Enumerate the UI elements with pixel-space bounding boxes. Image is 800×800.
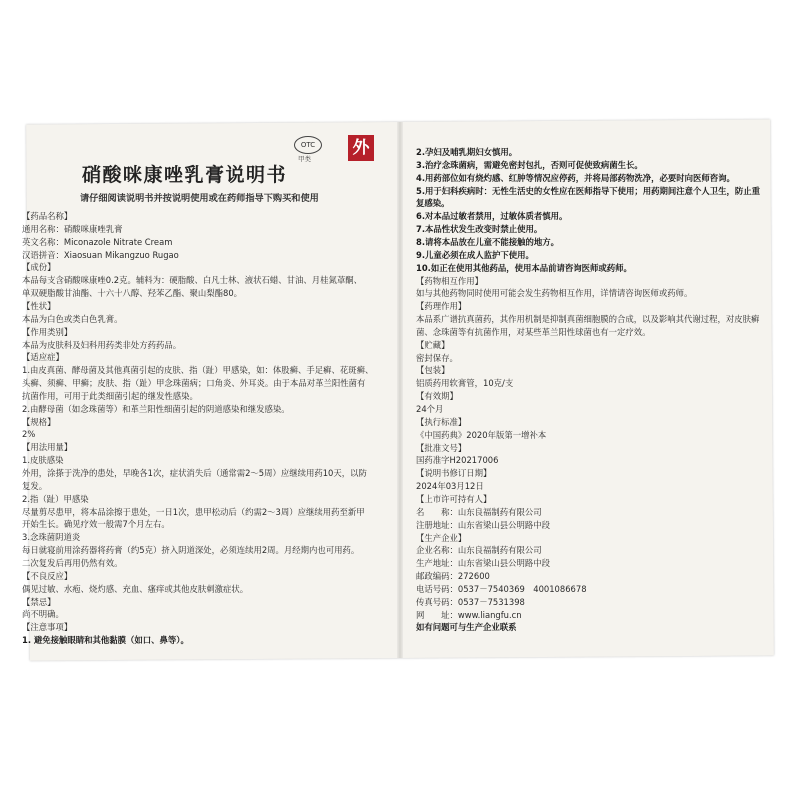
text-line: 4.用药部位如有烧灼感、红肿等情况应停药，并将局部药物洗净，必要时向医师咨询。: [416, 172, 735, 183]
section-heading: 【药品名称】: [22, 211, 73, 221]
text-line: 汉语拼音：Xiaosuan Mikangzuo Rugao: [22, 249, 179, 260]
section-heading: 【禁忌】: [22, 596, 56, 607]
text-line: 尚不明确。: [22, 609, 64, 620]
text-line: 2024年03月12日: [416, 481, 484, 492]
text-line: 偶见过敏、水疱、烧灼感、充血、瘙痒或其他皮肤刺激症状。: [22, 583, 249, 594]
text-line: 2%: [22, 429, 36, 440]
text-line: 9.儿童必须在成人监护下使用。: [416, 249, 534, 260]
text-line: 菌、念珠菌等有抗菌作用，对某些革兰阳性球菌也有一定疗效。: [416, 326, 651, 337]
text-line: 每日就寝前用涂药器将药膏（约5克）挤入阴道深处，必须连续用2周。月经期内也可用药。: [22, 545, 360, 556]
section-heading: 【有效期】: [416, 391, 458, 402]
text-line: 传真号码：0537－7531398: [416, 596, 525, 607]
section-heading: 【性状】: [22, 300, 56, 311]
text-line: 5.用于妇科疾病时：无性生活史的女性应在医师指导下使用；用药期间注意个人卫生，防止重: [416, 185, 761, 196]
text-line: 密封保存。: [416, 352, 458, 363]
text-line: 电话号码：0537－7540369 4001086678: [416, 583, 587, 594]
text-line: 尽量剪尽患甲，将本品涂擦于患处，一日1次，患甲松动后（约需2～3周）应继续用药至新甲: [22, 506, 365, 517]
text-line: 注册地址：山东省梁山县公明路中段: [416, 519, 550, 530]
section-heading: 【生产企业】: [416, 532, 467, 543]
text-line: 外用，涂搽于洗净的患处，早晚各1次，症状消失后（通常需2～5周）应继续用药10天，以防: [22, 468, 367, 478]
text-line: 复发。: [22, 480, 48, 491]
section-heading: 【成份】: [22, 262, 56, 273]
section-heading: 【上市许可持有人】: [416, 493, 492, 504]
external-use-badge: 外: [348, 135, 374, 161]
text-line: 国药准字H20217006: [416, 455, 499, 466]
text-line: 2.由酵母菌（如念珠菌等）和革兰阳性细菌引起的阴道感染和继发感染。: [22, 403, 290, 414]
section-heading: 【包装】: [416, 365, 450, 376]
text-line: 铝质药用软膏管，10克/支: [416, 378, 514, 389]
text-line: 通用名称：硝酸咪康唑乳膏: [22, 223, 123, 234]
text-line: 如有问题可与生产企业联系: [416, 622, 517, 633]
section-heading: 【药物相互作用】: [416, 275, 483, 286]
otc-mark: OTC: [294, 136, 322, 154]
text-line: 抗菌作用，可用于此类细菌引起的继发性感染。: [22, 390, 198, 401]
text-line: 7.本品性状发生改变时禁止使用。: [416, 224, 543, 235]
section-heading: 【执行标准】: [416, 416, 467, 427]
section-heading: 【注意事项】: [22, 622, 73, 633]
text-line: 3.治疗念珠菌病，需避免密封包扎，否则可促使致病菌生长。: [416, 159, 643, 170]
text-line: 二次复发后再用仍然有效。: [22, 557, 123, 568]
text-line: 本品每支含硝酸咪康唑0.2克。辅料为：硬脂酸、白凡士林、液状石蜡、甘油、月桂氮䓬酮、: [22, 275, 362, 286]
section-heading: 【不良反应】: [22, 570, 73, 581]
text-line: 24个月: [416, 404, 444, 414]
text-line: 《中国药典》2020年版第一增补本: [416, 429, 547, 440]
text-line: 10.如正在使用其他药品，使用本品前请咨询医师或药师。: [416, 262, 632, 273]
section-heading: 【贮藏】: [416, 339, 450, 350]
section-heading: 【批准文号】: [416, 442, 467, 453]
text-line: 8.请将本品放在儿童不能接触的地方。: [416, 236, 560, 247]
text-line: 单双硬脂酸甘油酯、十六十八醇、羟苯乙酯、聚山梨酯80。: [22, 288, 243, 299]
section-heading: 【规格】: [22, 416, 56, 427]
document-subtitle: 请仔细阅读说明书并按说明使用或在药师指导下购买和使用: [80, 193, 319, 204]
text-line: 头癣、须癣、甲癣；皮肤、指（趾）甲念珠菌病；口角炎、外耳炎。由于本品对革兰阳性菌有: [22, 378, 366, 389]
text-line: 网 址：www.liangfu.cn: [416, 609, 522, 620]
text-line: 名 称：山东良福制药有限公司: [416, 506, 542, 517]
text-line: 开始生长。确见疗效一般需7个月左右。: [22, 519, 170, 530]
text-line: 英文名称：Miconazole Nitrate Cream: [22, 236, 173, 247]
text-line: 1. 避免接触眼睛和其他黏膜（如口、鼻等）。: [22, 635, 189, 646]
text-line: 本品为白色或类白色乳膏。: [22, 313, 123, 324]
text-line: 2.指（趾）甲感染: [22, 493, 89, 504]
text-line: 本品为皮肤科及妇科用药类非处方药药品。: [22, 339, 182, 350]
text-line: 企业名称：山东良福制药有限公司: [416, 545, 542, 556]
text-line: 如与其他药物同时使用可能会发生药物相互作用，详情请咨询医师或药师。: [416, 288, 693, 299]
otc-class-label: 甲类: [298, 155, 311, 163]
text-line: 3.念珠菌阴道炎: [22, 532, 81, 543]
document-title: 硝酸咪康唑乳膏说明书: [82, 164, 288, 186]
text-line: 6.对本品过敏者禁用，过敏体质者慎用。: [416, 211, 568, 222]
section-heading: 【适应症】: [22, 352, 64, 363]
section-heading: 【说明书修订日期】: [416, 468, 492, 479]
section-heading: 【作用类别】: [22, 326, 73, 337]
text-line: 1.皮肤感染: [22, 455, 64, 466]
text-line: 本品系广谱抗真菌药，其作用机制是抑制真菌细胞膜的合成，以及影响其代谢过程，对皮肤癣: [416, 314, 760, 325]
section-heading: 【用法用量】: [22, 442, 73, 453]
text-line: 复感染。: [416, 198, 450, 209]
section-heading: 【药理作用】: [416, 301, 467, 312]
text-line: 1.由皮真菌、酵母菌及其他真菌引起的皮肤、指（趾）甲感染，如：体股癣、手足癣、花斑癣、: [22, 365, 374, 376]
text-line: 生产地址：山东省梁山县公明路中段: [416, 558, 550, 569]
text-line: 邮政编码：272600: [416, 571, 490, 582]
text-line: 2.孕妇及哺乳期妇女慎用。: [416, 147, 518, 157]
